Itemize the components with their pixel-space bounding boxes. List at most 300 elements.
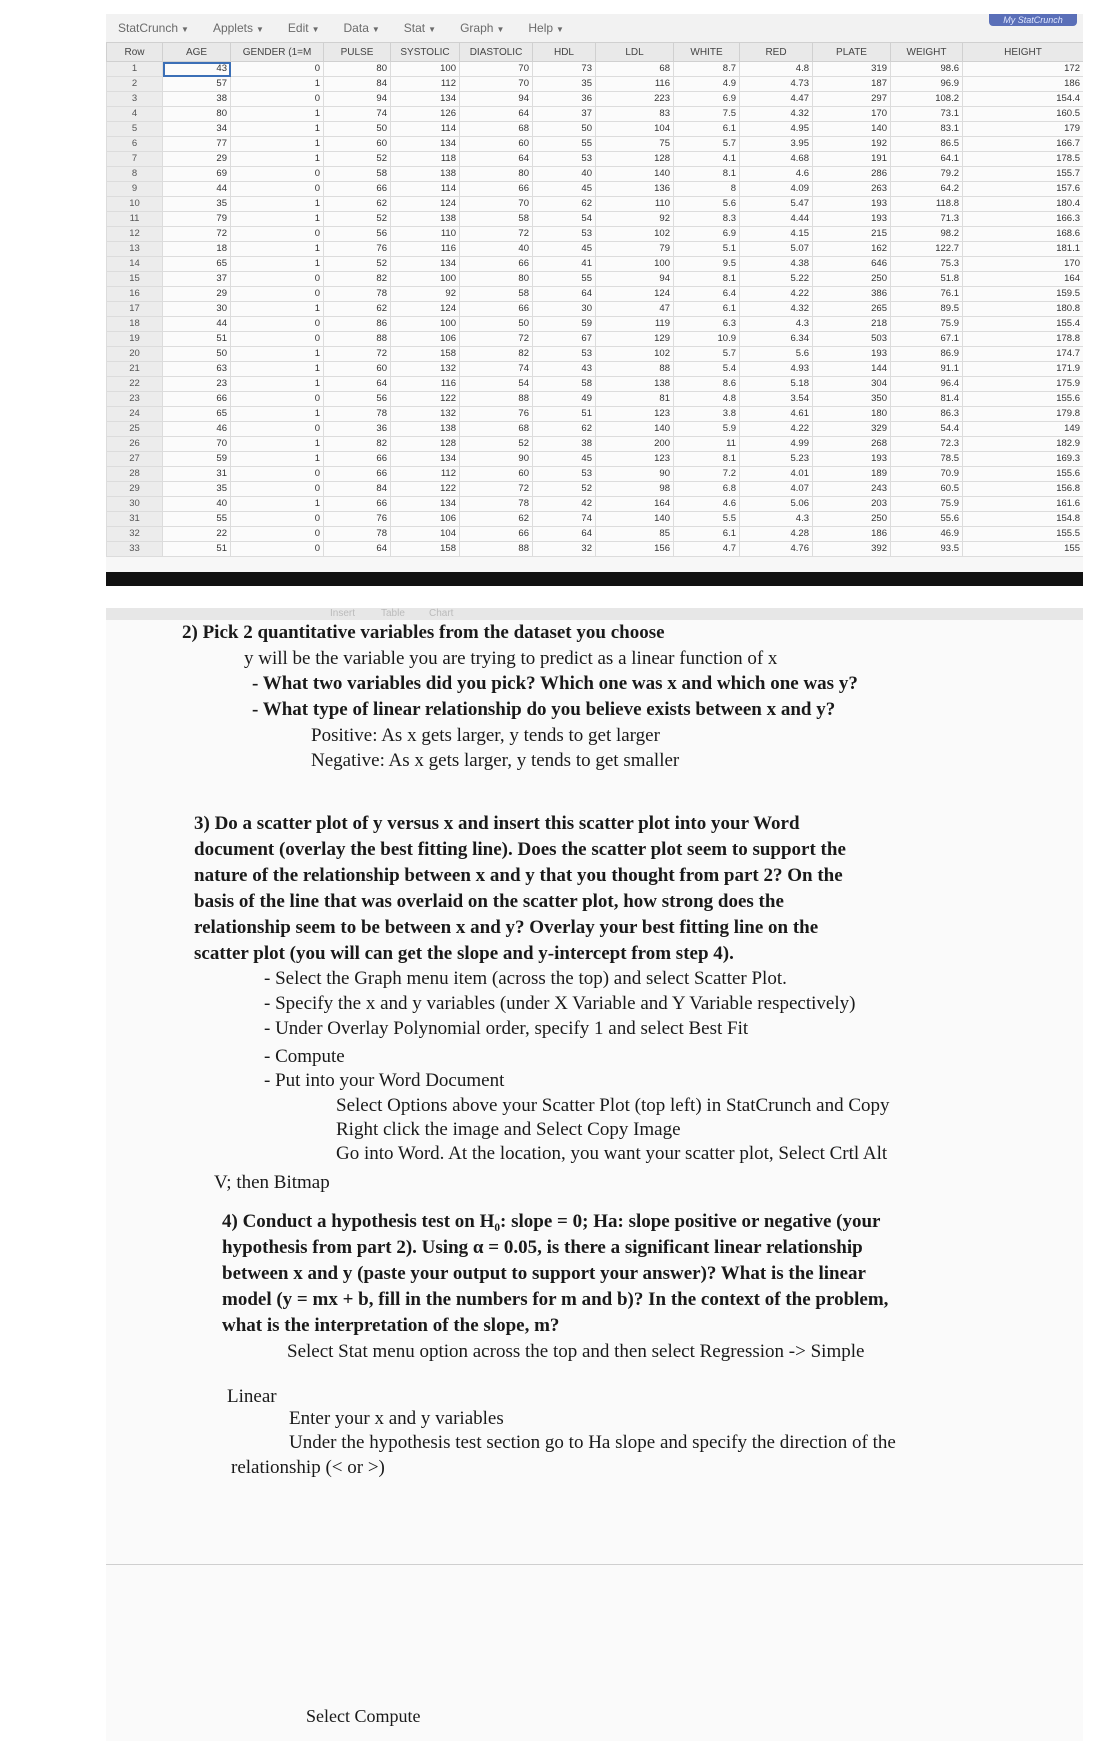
data-cell[interactable]: 4.8	[674, 392, 740, 407]
data-cell[interactable]: 66	[163, 392, 231, 407]
data-cell[interactable]: 4.76	[740, 542, 813, 557]
data-cell[interactable]: 78	[324, 407, 391, 422]
row-number[interactable]: 17	[107, 302, 163, 317]
data-cell[interactable]: 70	[163, 437, 231, 452]
data-cell[interactable]: 158	[391, 542, 460, 557]
data-cell[interactable]: 47	[596, 302, 674, 317]
data-cell[interactable]: 76	[460, 407, 533, 422]
row-number[interactable]: 15	[107, 272, 163, 287]
row-number[interactable]: 2	[107, 77, 163, 92]
data-cell[interactable]: 170	[813, 107, 891, 122]
data-cell[interactable]: 36	[533, 92, 596, 107]
data-cell[interactable]: 5.6	[674, 197, 740, 212]
column-header[interactable]: RED	[740, 43, 813, 62]
data-cell[interactable]: 62	[324, 302, 391, 317]
data-cell[interactable]: 88	[460, 542, 533, 557]
data-cell[interactable]: 90	[460, 452, 533, 467]
data-cell[interactable]: 5.5	[674, 512, 740, 527]
data-cell[interactable]: 86.3	[891, 407, 963, 422]
data-cell[interactable]: 119	[596, 317, 674, 332]
data-cell[interactable]: 8.7	[674, 62, 740, 77]
data-cell[interactable]: 304	[813, 377, 891, 392]
data-cell[interactable]: 102	[596, 347, 674, 362]
data-cell[interactable]: 6.1	[674, 122, 740, 137]
data-cell[interactable]: 92	[391, 287, 460, 302]
data-cell[interactable]: 122	[391, 392, 460, 407]
ribbon-insert-tab[interactable]: Insert	[330, 608, 356, 619]
data-cell[interactable]: 0	[231, 482, 324, 497]
data-cell[interactable]: 0	[231, 167, 324, 182]
data-cell[interactable]: 162	[813, 242, 891, 257]
data-cell[interactable]: 114	[391, 182, 460, 197]
data-cell[interactable]: 9.5	[674, 257, 740, 272]
data-cell[interactable]: 193	[813, 197, 891, 212]
data-cell[interactable]: 180.4	[963, 197, 1084, 212]
data-cell[interactable]: 78	[324, 527, 391, 542]
data-cell[interactable]: 1	[231, 197, 324, 212]
data-cell[interactable]: 82	[324, 272, 391, 287]
data-cell[interactable]: 4.38	[740, 257, 813, 272]
row-number[interactable]: 4	[107, 107, 163, 122]
data-cell[interactable]: 134	[391, 137, 460, 152]
column-header[interactable]: HEIGHT	[963, 43, 1084, 62]
data-cell[interactable]: 191	[813, 152, 891, 167]
data-cell[interactable]: 82	[460, 347, 533, 362]
data-cell[interactable]: 1	[231, 77, 324, 92]
data-cell[interactable]: 66	[460, 302, 533, 317]
data-cell[interactable]: 124	[391, 197, 460, 212]
data-cell[interactable]: 37	[533, 107, 596, 122]
data-cell[interactable]: 5.6	[740, 347, 813, 362]
data-cell[interactable]: 38	[163, 92, 231, 107]
data-cell[interactable]: 350	[813, 392, 891, 407]
data-cell[interactable]: 5.07	[740, 242, 813, 257]
data-cell[interactable]: 53	[533, 347, 596, 362]
data-cell[interactable]: 8	[674, 182, 740, 197]
data-cell[interactable]: 140	[596, 512, 674, 527]
data-cell[interactable]: 100	[391, 62, 460, 77]
data-cell[interactable]: 52	[460, 437, 533, 452]
menu-stat[interactable]: Stat ▼	[403, 21, 437, 35]
data-cell[interactable]: 64	[460, 107, 533, 122]
data-cell[interactable]: 53	[533, 227, 596, 242]
data-cell[interactable]: 55.6	[891, 512, 963, 527]
data-cell[interactable]: 1	[231, 242, 324, 257]
data-cell[interactable]: 218	[813, 317, 891, 332]
data-cell[interactable]: 40	[163, 497, 231, 512]
data-cell[interactable]: 69	[163, 167, 231, 182]
data-cell[interactable]: 51	[163, 542, 231, 557]
data-cell[interactable]: 60	[460, 467, 533, 482]
data-cell[interactable]: 92	[596, 212, 674, 227]
data-cell[interactable]: 215	[813, 227, 891, 242]
data-cell[interactable]: 200	[596, 437, 674, 452]
data-cell[interactable]: 64	[324, 542, 391, 557]
data-cell[interactable]: 4.95	[740, 122, 813, 137]
data-cell[interactable]: 93.5	[891, 542, 963, 557]
data-cell[interactable]: 171.9	[963, 362, 1084, 377]
data-cell[interactable]: 114	[391, 122, 460, 137]
data-cell[interactable]: 102	[596, 227, 674, 242]
data-cell[interactable]: 63	[163, 362, 231, 377]
data-cell[interactable]: 155.6	[963, 467, 1084, 482]
data-cell[interactable]: 134	[391, 92, 460, 107]
data-cell[interactable]: 138	[391, 422, 460, 437]
data-cell[interactable]: 155.5	[963, 527, 1084, 542]
row-number[interactable]: 20	[107, 347, 163, 362]
data-cell[interactable]: 80	[460, 167, 533, 182]
data-cell[interactable]: 118	[391, 152, 460, 167]
data-cell[interactable]: 55	[163, 512, 231, 527]
menu-applets[interactable]: Applets ▼	[212, 21, 264, 35]
data-cell[interactable]: 91.1	[891, 362, 963, 377]
data-cell[interactable]: 80	[163, 107, 231, 122]
data-cell[interactable]: 123	[596, 452, 674, 467]
data-cell[interactable]: 45	[533, 452, 596, 467]
data-cell[interactable]: 79	[596, 242, 674, 257]
data-cell[interactable]: 134	[391, 452, 460, 467]
data-cell[interactable]: 49	[533, 392, 596, 407]
row-number[interactable]: 31	[107, 512, 163, 527]
row-number[interactable]: 28	[107, 467, 163, 482]
data-cell[interactable]: 124	[391, 302, 460, 317]
data-cell[interactable]: 35	[163, 197, 231, 212]
ribbon-chart-tab[interactable]: Chart	[429, 608, 454, 619]
data-cell[interactable]: 55	[533, 272, 596, 287]
data-cell[interactable]: 5.1	[674, 242, 740, 257]
data-cell[interactable]: 263	[813, 182, 891, 197]
data-cell[interactable]: 66	[460, 527, 533, 542]
data-cell[interactable]: 66	[324, 497, 391, 512]
data-cell[interactable]: 138	[391, 212, 460, 227]
data-cell[interactable]: 0	[231, 527, 324, 542]
data-cell[interactable]: 65	[163, 257, 231, 272]
data-cell[interactable]: 179	[963, 122, 1084, 137]
row-number[interactable]: 26	[107, 437, 163, 452]
row-number[interactable]: 9	[107, 182, 163, 197]
data-cell[interactable]: 4.07	[740, 482, 813, 497]
data-cell[interactable]: 44	[163, 317, 231, 332]
data-cell[interactable]: 10.9	[674, 332, 740, 347]
data-cell[interactable]: 98.6	[891, 62, 963, 77]
data-cell[interactable]: 122	[391, 482, 460, 497]
data-cell[interactable]: 32	[533, 542, 596, 557]
data-cell[interactable]: 62	[460, 512, 533, 527]
data-cell[interactable]: 62	[533, 422, 596, 437]
data-cell[interactable]: 50	[324, 122, 391, 137]
data-cell[interactable]: 58	[460, 287, 533, 302]
data-cell[interactable]: 175.9	[963, 377, 1084, 392]
data-cell[interactable]: 172	[963, 62, 1084, 77]
data-cell[interactable]: 181.1	[963, 242, 1084, 257]
data-cell[interactable]: 56	[324, 392, 391, 407]
data-cell[interactable]: 0	[231, 512, 324, 527]
data-cell[interactable]: 104	[391, 527, 460, 542]
data-cell[interactable]: 4.6	[674, 497, 740, 512]
data-cell[interactable]: 186	[813, 527, 891, 542]
data-cell[interactable]: 54.4	[891, 422, 963, 437]
data-cell[interactable]: 1	[231, 407, 324, 422]
row-number[interactable]: 22	[107, 377, 163, 392]
data-cell[interactable]: 169.3	[963, 452, 1084, 467]
data-cell[interactable]: 140	[813, 122, 891, 137]
data-cell[interactable]: 35	[533, 77, 596, 92]
data-cell[interactable]: 134	[391, 497, 460, 512]
column-header[interactable]: Row	[107, 43, 163, 62]
data-cell[interactable]: 35	[163, 482, 231, 497]
row-number[interactable]: 14	[107, 257, 163, 272]
data-cell[interactable]: 4.22	[740, 422, 813, 437]
data-cell[interactable]: 66	[324, 452, 391, 467]
menu-help[interactable]: Help ▼	[528, 21, 564, 35]
data-cell[interactable]: 6.9	[674, 227, 740, 242]
data-cell[interactable]: 29	[163, 287, 231, 302]
row-number[interactable]: 21	[107, 362, 163, 377]
data-cell[interactable]: 5.06	[740, 497, 813, 512]
data-cell[interactable]: 50	[533, 122, 596, 137]
data-cell[interactable]: 77	[163, 137, 231, 152]
data-cell[interactable]: 59	[533, 317, 596, 332]
data-cell[interactable]: 155.4	[963, 317, 1084, 332]
data-cell[interactable]: 250	[813, 272, 891, 287]
data-cell[interactable]: 116	[391, 377, 460, 392]
data-cell[interactable]: 62	[533, 197, 596, 212]
data-cell[interactable]: 646	[813, 257, 891, 272]
data-cell[interactable]: 0	[231, 272, 324, 287]
data-cell[interactable]: 70	[460, 77, 533, 92]
data-cell[interactable]: 223	[596, 92, 674, 107]
data-cell[interactable]: 52	[324, 152, 391, 167]
data-cell[interactable]: 265	[813, 302, 891, 317]
column-header[interactable]: LDL	[596, 43, 674, 62]
data-cell[interactable]: 88	[460, 392, 533, 407]
data-cell[interactable]: 8.3	[674, 212, 740, 227]
data-cell[interactable]: 58	[533, 377, 596, 392]
row-number[interactable]: 5	[107, 122, 163, 137]
data-cell[interactable]: 503	[813, 332, 891, 347]
data-cell[interactable]: 5.18	[740, 377, 813, 392]
data-cell[interactable]: 36	[324, 422, 391, 437]
row-number[interactable]: 11	[107, 212, 163, 227]
data-cell[interactable]: 64	[533, 527, 596, 542]
data-cell[interactable]: 70	[460, 197, 533, 212]
data-cell[interactable]: 1	[231, 347, 324, 362]
data-cell[interactable]: 157.6	[963, 182, 1084, 197]
row-number[interactable]: 3	[107, 92, 163, 107]
data-cell[interactable]: 4.7	[674, 542, 740, 557]
data-cell[interactable]: 8.6	[674, 377, 740, 392]
data-cell[interactable]: 67.1	[891, 332, 963, 347]
data-cell[interactable]: 178.8	[963, 332, 1084, 347]
data-cell[interactable]: 98	[596, 482, 674, 497]
data-cell[interactable]: 268	[813, 437, 891, 452]
data-cell[interactable]: 112	[391, 77, 460, 92]
data-cell[interactable]: 164	[596, 497, 674, 512]
data-cell[interactable]: 4.99	[740, 437, 813, 452]
data-cell[interactable]: 5.9	[674, 422, 740, 437]
data-cell[interactable]: 203	[813, 497, 891, 512]
data-cell[interactable]: 136	[596, 182, 674, 197]
menu-edit[interactable]: Edit ▼	[287, 21, 320, 35]
data-cell[interactable]: 155	[963, 542, 1084, 557]
data-cell[interactable]: 128	[391, 437, 460, 452]
data-cell[interactable]: 67	[533, 332, 596, 347]
data-cell[interactable]: 108.2	[891, 92, 963, 107]
data-cell[interactable]: 68	[596, 62, 674, 77]
data-cell[interactable]: 60	[460, 137, 533, 152]
data-cell[interactable]: 0	[231, 62, 324, 77]
row-number[interactable]: 1	[107, 62, 163, 77]
data-cell[interactable]: 57	[163, 77, 231, 92]
data-cell[interactable]: 51.8	[891, 272, 963, 287]
data-cell[interactable]: 4.28	[740, 527, 813, 542]
data-cell[interactable]: 106	[391, 332, 460, 347]
data-cell[interactable]: 0	[231, 317, 324, 332]
data-cell[interactable]: 81.4	[891, 392, 963, 407]
data-cell[interactable]: 4.9	[674, 77, 740, 92]
data-cell[interactable]: 158	[391, 347, 460, 362]
data-cell[interactable]: 329	[813, 422, 891, 437]
data-cell[interactable]: 8.1	[674, 167, 740, 182]
data-cell[interactable]: 64.2	[891, 182, 963, 197]
menu-statcrunch[interactable]: StatCrunch ▼	[118, 21, 189, 35]
row-number[interactable]: 19	[107, 332, 163, 347]
data-cell[interactable]: 140	[596, 167, 674, 182]
data-cell[interactable]: 132	[391, 407, 460, 422]
row-number[interactable]: 8	[107, 167, 163, 182]
data-cell[interactable]: 98.2	[891, 227, 963, 242]
data-cell[interactable]: 83.1	[891, 122, 963, 137]
data-cell[interactable]: 0	[231, 332, 324, 347]
data-cell[interactable]: 86.9	[891, 347, 963, 362]
data-cell[interactable]: 76.1	[891, 287, 963, 302]
data-cell[interactable]: 4.09	[740, 182, 813, 197]
data-cell[interactable]: 154.8	[963, 512, 1084, 527]
data-cell[interactable]: 5.47	[740, 197, 813, 212]
data-cell[interactable]: 60	[324, 362, 391, 377]
menu-graph[interactable]: Graph ▼	[460, 21, 505, 35]
data-cell[interactable]: 73.1	[891, 107, 963, 122]
data-cell[interactable]: 46.9	[891, 527, 963, 542]
data-cell[interactable]: 0	[231, 287, 324, 302]
data-cell[interactable]: 243	[813, 482, 891, 497]
data-cell[interactable]: 71.3	[891, 212, 963, 227]
data-cell[interactable]: 4.61	[740, 407, 813, 422]
data-cell[interactable]: 55	[533, 137, 596, 152]
data-cell[interactable]: 124	[596, 287, 674, 302]
data-cell[interactable]: 156	[596, 542, 674, 557]
data-cell[interactable]: 106	[391, 512, 460, 527]
data-cell[interactable]: 155.6	[963, 392, 1084, 407]
data-cell[interactable]: 129	[596, 332, 674, 347]
data-cell[interactable]: 5.7	[674, 347, 740, 362]
data-cell[interactable]: 122.7	[891, 242, 963, 257]
data-cell[interactable]: 1	[231, 377, 324, 392]
data-cell[interactable]: 0	[231, 92, 324, 107]
row-number[interactable]: 18	[107, 317, 163, 332]
data-cell[interactable]: 90	[596, 467, 674, 482]
data-cell[interactable]: 250	[813, 512, 891, 527]
data-cell[interactable]: 66	[460, 182, 533, 197]
data-cell[interactable]: 156.8	[963, 482, 1084, 497]
data-cell[interactable]: 81	[596, 392, 674, 407]
data-cell[interactable]: 0	[231, 392, 324, 407]
data-cell[interactable]: 85	[596, 527, 674, 542]
data-cell[interactable]: 73	[533, 62, 596, 77]
data-cell[interactable]: 4.73	[740, 77, 813, 92]
data-cell[interactable]: 4.44	[740, 212, 813, 227]
data-cell[interactable]: 50	[460, 317, 533, 332]
data-cell[interactable]: 64	[460, 152, 533, 167]
data-cell[interactable]: 104	[596, 122, 674, 137]
data-cell[interactable]: 5.4	[674, 362, 740, 377]
data-cell[interactable]: 51	[163, 332, 231, 347]
data-cell[interactable]: 3.54	[740, 392, 813, 407]
column-header[interactable]: PLATE	[813, 43, 891, 62]
data-cell[interactable]: 72	[324, 347, 391, 362]
data-cell[interactable]: 4.01	[740, 467, 813, 482]
data-cell[interactable]: 79.2	[891, 167, 963, 182]
row-number[interactable]: 13	[107, 242, 163, 257]
data-cell[interactable]: 52	[324, 257, 391, 272]
data-cell[interactable]: 7.2	[674, 467, 740, 482]
data-cell[interactable]: 18	[163, 242, 231, 257]
row-number[interactable]: 25	[107, 422, 163, 437]
data-cell[interactable]: 100	[596, 257, 674, 272]
data-cell[interactable]: 123	[596, 407, 674, 422]
data-cell[interactable]: 74	[460, 362, 533, 377]
data-cell[interactable]: 138	[596, 377, 674, 392]
data-cell[interactable]: 56	[324, 227, 391, 242]
data-cell[interactable]: 126	[391, 107, 460, 122]
data-cell[interactable]: 29	[163, 152, 231, 167]
data-cell[interactable]: 4.22	[740, 287, 813, 302]
data-cell[interactable]: 286	[813, 167, 891, 182]
data-cell[interactable]: 84	[324, 482, 391, 497]
column-header[interactable]: PULSE	[324, 43, 391, 62]
data-cell[interactable]: 7.5	[674, 107, 740, 122]
data-cell[interactable]: 1	[231, 362, 324, 377]
data-cell[interactable]: 1	[231, 437, 324, 452]
data-cell[interactable]: 64.1	[891, 152, 963, 167]
data-cell[interactable]: 76	[324, 512, 391, 527]
data-cell[interactable]: 30	[533, 302, 596, 317]
data-cell[interactable]: 40	[533, 167, 596, 182]
my-statcrunch-link[interactable]: My StatCrunch	[989, 14, 1077, 26]
data-cell[interactable]: 89.5	[891, 302, 963, 317]
row-number[interactable]: 7	[107, 152, 163, 167]
row-number[interactable]: 30	[107, 497, 163, 512]
data-cell[interactable]: 1	[231, 452, 324, 467]
data-cell[interactable]: 116	[596, 77, 674, 92]
data-cell[interactable]: 4.32	[740, 107, 813, 122]
data-cell[interactable]: 75	[596, 137, 674, 152]
data-cell[interactable]: 88	[596, 362, 674, 377]
data-cell[interactable]: 144	[813, 362, 891, 377]
data-cell[interactable]: 75.9	[891, 497, 963, 512]
data-cell[interactable]: 0	[231, 467, 324, 482]
data-cell[interactable]: 96.9	[891, 77, 963, 92]
row-number[interactable]: 16	[107, 287, 163, 302]
data-cell[interactable]: 64	[324, 377, 391, 392]
data-cell[interactable]: 66	[324, 182, 391, 197]
data-cell[interactable]: 66	[460, 257, 533, 272]
data-cell[interactable]: 132	[391, 362, 460, 377]
data-cell[interactable]: 4.1	[674, 152, 740, 167]
data-cell[interactable]: 96.4	[891, 377, 963, 392]
data-cell[interactable]: 43	[533, 362, 596, 377]
data-cell[interactable]: 52	[324, 212, 391, 227]
